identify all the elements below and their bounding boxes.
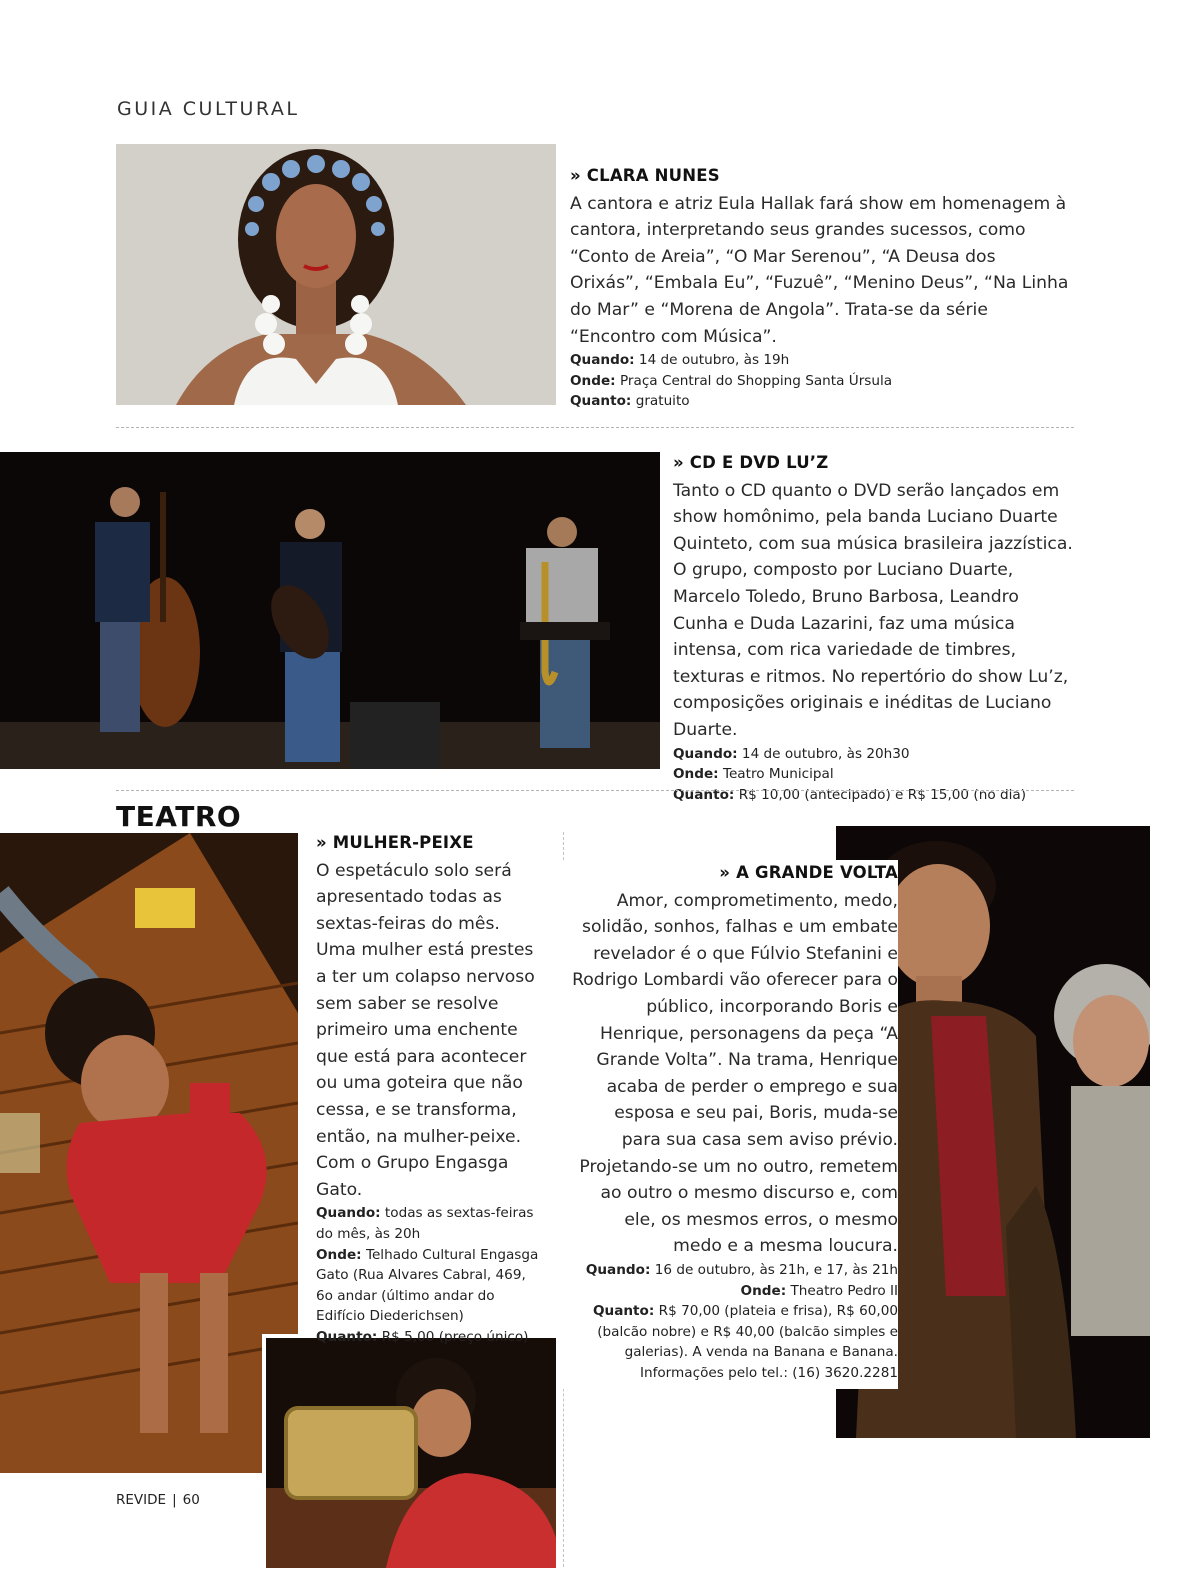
where-label: Onde:	[316, 1246, 362, 1263]
clara-nunes-body: A cantora e atriz Eula Hallak fará show em homenagem à cantora, interpretando seus grandes sucessos, como “Conto de Areia”, “O Mar Serenou”, “A Deusa dos Orixás”, “Embala Eu”, “Fuzuê”, “Menino Deus”, “Na Linha do Mar” e “Morena de Angola”. Trata-se da série “Encontro com Música”.	[570, 193, 1069, 347]
teatro-heading: TEATRO	[116, 800, 242, 833]
where-value: Telhado Cultural Engasga Gato (Rua Alvares Cabral, 469, 6o andar (último andar do Edifício Diederichsen)	[316, 1246, 539, 1325]
footer-separator: |	[172, 1492, 177, 1508]
grande-volta-body: Amor, comprometimento, medo, solidão, sonhos, falhas e um embate revelador é o que Fúlvio Stefanini e Rodrigo Lombardi vão oferecer para o público, incorporando Boris e Henrique, personagens da peça “A Grande Volta”. Na trama, Henrique acaba de perder o emprego e sua esposa e seu pai, Boris, muda-se para sua casa sem aviso prévio. Projetando-se um no outro, remetem ao outro o mesmo discurso e, com ele, os mesmos erros, o mesmo medo e a mesma loucura.	[572, 890, 898, 1257]
grande-volta-phone: Informações pelo tel.: (16) 3620.2281	[639, 1364, 898, 1381]
mulher-peixe-photo-2	[262, 1334, 560, 1572]
where-label: Onde:	[570, 372, 616, 389]
clara-nunes-article	[570, 163, 1070, 412]
luz-article	[673, 450, 1078, 805]
when-label: Quando:	[585, 1261, 651, 1278]
when-value: 14 de outubro, às 20h30	[741, 745, 910, 762]
where-label: Onde:	[673, 766, 719, 783]
price-label: Quanto:	[673, 786, 735, 803]
where-value: Praça Central do Shopping Santa Úrsula	[619, 372, 893, 389]
luz-where	[673, 764, 1078, 785]
clara-nunes-price	[570, 391, 1070, 412]
price-value: R$ 70,00 (plateia e frisa), R$ 60,00 (balcão nobre) e R$ 40,00 (balcão simples e galerias). A venda na Banana e Banana.	[597, 1303, 898, 1361]
price-value: R$ 5,00 (preço único)	[381, 1328, 529, 1345]
grande-volta-where	[572, 1281, 898, 1302]
page-number: 60	[182, 1492, 200, 1508]
when-label: Quando:	[673, 745, 738, 762]
mulher-peixe-where	[316, 1245, 542, 1327]
mulher-peixe-when	[316, 1203, 542, 1244]
when-value: todas as sextas-feiras do mês, às 20h	[316, 1205, 534, 1242]
where-value: Teatro Municipal	[722, 766, 834, 783]
where-value: Theatro Pedro II	[790, 1282, 898, 1299]
price-label: Quanto:	[592, 1303, 655, 1320]
clara-nunes-where	[570, 371, 1070, 392]
grande-volta-article	[560, 860, 898, 1389]
clara-nunes-title: » CLARA NUNES	[570, 166, 720, 185]
mulher-peixe-photo	[0, 833, 298, 1473]
luz-price	[673, 785, 1078, 806]
mulher-peixe-article	[316, 830, 542, 1347]
grande-volta-price	[572, 1301, 898, 1363]
mulher-peixe-body: O espetáculo solo será apresentado todas as sextas-feiras do mês. Uma mulher está prestes a ter um colapso nervoso sem saber se resolve primeiro uma enchente que está para acontecer ou uma goteira que não cessa, e se transforma, então, na mulher-peixe. Com o Grupo Engasga Gato.	[316, 860, 535, 1200]
mulher-peixe-price	[316, 1327, 542, 1348]
clara-nunes-when	[570, 350, 1070, 371]
grande-volta-title: » A GRANDE VOLTA	[719, 863, 898, 882]
luz-title: » CD E DVD LU’Z	[673, 453, 829, 472]
luz-body: Tanto o CD quanto o DVD serão lançados em show homônimo, pela banda Luciano Duarte Quinteto, com sua música brasileira jazzística. O grupo, composto por Luciano Duarte, Marcelo Toledo, Bruno Barbosa, Leandro Cunha e Duda Lazarini, faz uma música intensa, com rica variedade de timbres, texturas e ritmos. No repertório do show Lu’z, composições originais e inéditas de Luciano Duarte.	[673, 480, 1073, 740]
price-value: R$ 10,00 (antecipado) e R$ 15,00 (no dia)	[738, 786, 1026, 803]
band-photo	[0, 452, 660, 769]
when-label: Quando:	[570, 352, 635, 369]
section-label: GUIA CULTURAL	[117, 98, 300, 120]
when-value: 16 de outubro, às 21h, e 17, às 21h	[654, 1261, 898, 1278]
section-divider	[116, 790, 1074, 791]
when-value: 14 de outubro, às 19h	[638, 352, 790, 369]
page-footer	[116, 1492, 200, 1508]
luz-when	[673, 744, 1078, 765]
where-label: Onde:	[740, 1282, 787, 1299]
magazine-name: REVIDE	[116, 1492, 167, 1508]
when-label: Quando:	[316, 1205, 381, 1222]
grande-volta-when	[572, 1260, 898, 1281]
clara-nunes-photo	[116, 144, 556, 405]
section-divider	[116, 427, 1074, 428]
mulher-peixe-title: » MULHER-PEIXE	[316, 833, 474, 852]
price-label: Quanto:	[570, 393, 632, 410]
price-label: Quanto:	[316, 1328, 378, 1345]
price-value: gratuito	[635, 393, 690, 410]
